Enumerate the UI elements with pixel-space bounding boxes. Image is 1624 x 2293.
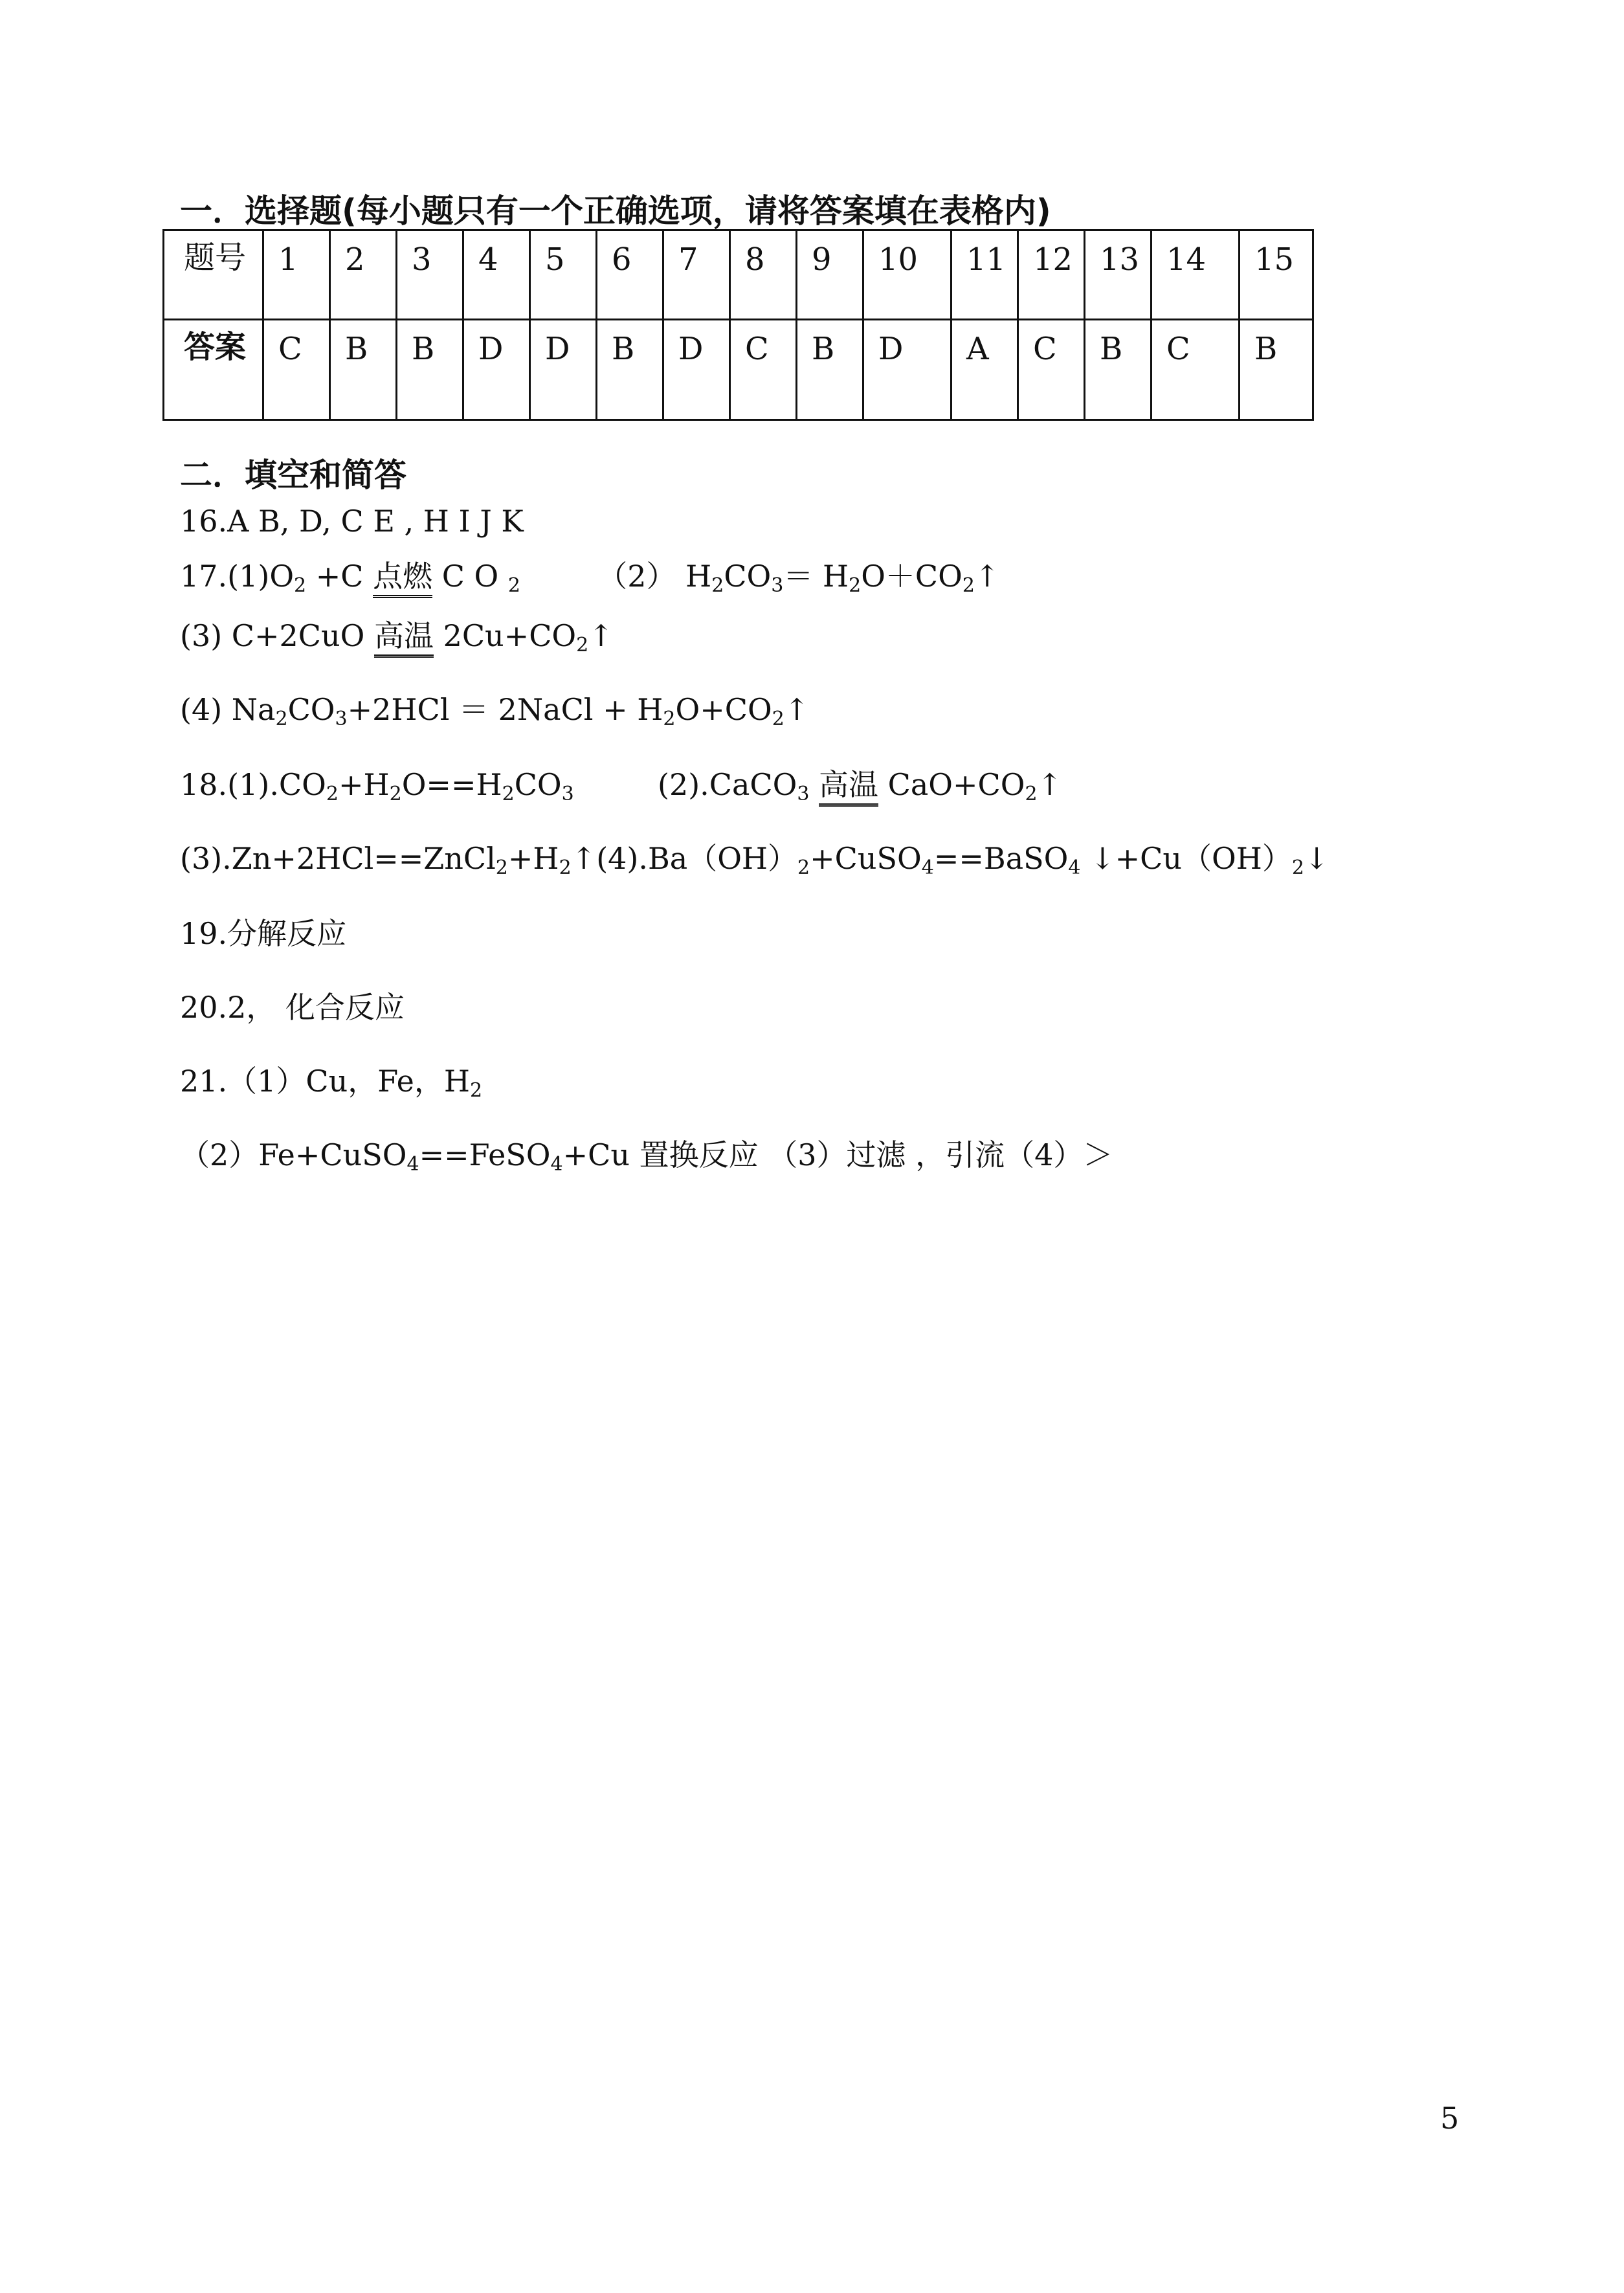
cell-num: 3 xyxy=(397,230,463,320)
cell-answer: C xyxy=(1018,320,1085,420)
q18-line2: $(3).Zn+2HCl==ZnCl_2+H_2↑(4).Ba(OH)_2+CuSO_4==BaSO_4$ $↓+Cu(OH)_2↓$ xyxy=(180,841,1329,879)
cell-num: 5 xyxy=(530,230,597,320)
cell-num: 13 xyxy=(1085,230,1151,320)
cell-answer: B xyxy=(797,320,863,420)
q16-line: 16.A B, D, C E , H I J K xyxy=(180,504,524,539)
q17-line1: $17.(1)O_2 +C$ 点燃 C O $_2$ （2） $H_2CO_3=$ $H_2O+CO_2↑$ xyxy=(180,559,1000,597)
q21-line1: 21.（1）Cu，Fe，$H_2$ xyxy=(180,1064,483,1102)
page-number: 5 xyxy=(1440,2101,1460,2136)
cell-num: 6 xyxy=(597,230,663,320)
q21-line2: （2）Fe+CuSO$_4$==FeSO$_4$+Cu 置换反应 （3）过滤 ，引流（4）＞ xyxy=(180,1137,1113,1176)
table-row-numbers xyxy=(164,230,1313,320)
section1-title: 一．选择题(每小题只有一个正确选项，请将答案填在表格内) xyxy=(180,192,1051,230)
cell-answer: C xyxy=(730,320,797,420)
cell-answer: D xyxy=(530,320,597,420)
cell-answer: B xyxy=(597,320,663,420)
condition-high-temp: 高温 xyxy=(819,767,878,807)
cell-num: 2 xyxy=(330,230,397,320)
cell-answer: A xyxy=(951,320,1018,420)
cell-answer: D xyxy=(463,320,530,420)
row-header-number: 题号 xyxy=(164,230,263,320)
cell-num: 7 xyxy=(663,230,730,320)
cell-answer: B xyxy=(397,320,463,420)
cell-answer: D xyxy=(863,320,951,420)
q18-line1: $18.(1).CO_2+H_2O==H_2CO_3$ (2).CaCO$_3$ 高温 $CaO+CO_2↑$ xyxy=(180,767,1063,805)
table-row-answers xyxy=(164,320,1313,420)
cell-num: 12 xyxy=(1018,230,1085,320)
cell-num: 10 xyxy=(863,230,951,320)
section2-title: 二．填空和简答 xyxy=(180,456,406,494)
cell-num: 9 xyxy=(797,230,863,320)
cell-answer: D xyxy=(663,320,730,420)
condition-high-temp: 高温 xyxy=(374,618,434,658)
cell-answer: B xyxy=(1085,320,1151,420)
condition-ignite: 点燃 xyxy=(373,559,432,598)
cell-num: 8 xyxy=(730,230,797,320)
cell-num: 11 xyxy=(951,230,1018,320)
row-header-answer: 答案 xyxy=(184,329,247,365)
cell-num: 4 xyxy=(463,230,530,320)
cell-num: 1 xyxy=(263,230,330,320)
cell-answer: C xyxy=(263,320,330,420)
q17-line4: (4) $Na_2CO_3+2HCl$ ＝ 2NaCl + $H_2O+CO_2↑$ xyxy=(180,692,810,730)
cell-answer: B xyxy=(1240,320,1313,420)
cell-answer: B xyxy=(330,320,397,420)
q17-line3: (3) C+2CuO 高温 $2Cu+CO_2↑$ xyxy=(180,618,614,656)
cell-num: 14 xyxy=(1151,230,1240,320)
cell-answer: C xyxy=(1151,320,1240,420)
cell-num: 15 xyxy=(1240,230,1313,320)
answer-table xyxy=(162,229,1314,421)
q20-line: 20.2， 化合反应 xyxy=(180,990,405,1025)
q19-line: 19.分解反应 xyxy=(180,916,347,951)
